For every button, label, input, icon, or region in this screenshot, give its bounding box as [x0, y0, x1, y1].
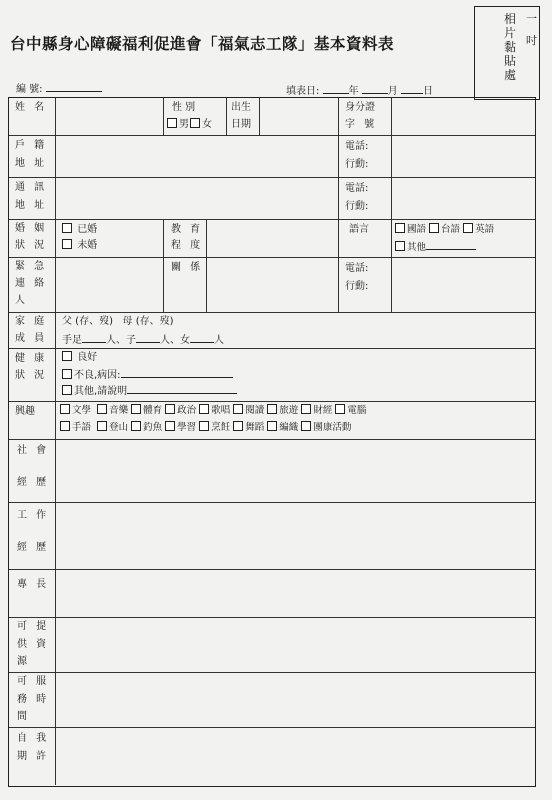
- expect-label-2: 期 許: [17, 751, 50, 762]
- hobby-label-sign-language: 手語: [72, 422, 92, 433]
- unmarried-option: [62, 239, 97, 253]
- service-label-2: 務 時: [17, 694, 50, 705]
- birth-label: 出生: [231, 102, 251, 113]
- hobby-label-literature: 文學: [72, 405, 92, 416]
- other-language-blank[interactable]: [426, 239, 476, 250]
- hobby-checkbox[interactable]: [233, 404, 243, 414]
- social-label-2: 經 歷: [17, 477, 50, 488]
- hobby-label-reading: 閱讀: [245, 405, 265, 416]
- day-label: 日: [422, 86, 433, 97]
- other-language-checkbox[interactable]: [395, 241, 405, 251]
- resources-label-cell: [9, 618, 56, 673]
- education-label: 教 育: [171, 224, 204, 235]
- son-label: 、子: [116, 335, 136, 346]
- social-label-cell: [9, 440, 56, 503]
- person-label: 人: [106, 335, 116, 346]
- hobby-checkbox[interactable]: [131, 404, 141, 414]
- son-blank[interactable]: [136, 332, 160, 343]
- daughter-blank[interactable]: [190, 332, 214, 343]
- health-bad-label: 不良,病因:: [74, 370, 121, 381]
- registered-label-cell: [9, 136, 56, 178]
- serial-number-line: [16, 80, 102, 95]
- daughter-label: 人、女: [160, 335, 190, 346]
- health-other-checkbox[interactable]: [62, 385, 72, 395]
- other-language-label: 其他: [407, 242, 427, 253]
- hobby-checkbox[interactable]: [165, 404, 175, 414]
- registered-phone-input[interactable]: [392, 136, 535, 178]
- hobby-checkbox[interactable]: [165, 421, 175, 431]
- emergency-label: 緊 急: [15, 261, 48, 272]
- married-label: 已婚: [77, 224, 98, 235]
- resources-label: 可 提: [17, 621, 50, 632]
- family-content-cell: [56, 313, 535, 349]
- family-label: 家 庭: [15, 316, 48, 327]
- health-content-cell: [56, 349, 535, 402]
- language-row-2: [395, 239, 476, 255]
- father-status[interactable]: 父 (存、歿): [62, 316, 113, 327]
- siblings-label: 手足: [62, 335, 82, 346]
- fill-date-label: 填表日:: [286, 86, 320, 97]
- health-other-blank[interactable]: [127, 383, 237, 394]
- hobby-label-dance: 舞蹈: [245, 422, 265, 433]
- hobby-label-travel: 旅遊: [279, 405, 299, 416]
- birth-label-2: 日期: [231, 119, 251, 130]
- birth-input[interactable]: [260, 98, 339, 136]
- mailing-address-input[interactable]: [56, 178, 339, 220]
- hobby-label-knitting: 編織: [279, 422, 299, 433]
- mother-status[interactable]: 母 (存、歿): [122, 316, 174, 327]
- marital-label: 婚 姻: [15, 223, 48, 234]
- education-input[interactable]: [207, 220, 339, 258]
- skill-label-cell: [9, 570, 56, 618]
- language-row-1: [395, 223, 494, 237]
- resources-label-3: 源: [17, 656, 27, 667]
- relation-input[interactable]: [207, 258, 339, 313]
- female-label: 女: [202, 119, 212, 130]
- married-option: [62, 223, 97, 237]
- service-label-cell: [9, 673, 56, 728]
- hobby-checkbox[interactable]: [199, 404, 209, 414]
- name-input[interactable]: [56, 98, 164, 136]
- health-label-cell: [9, 349, 56, 402]
- self-expectation-input[interactable]: [56, 728, 535, 785]
- month-blank[interactable]: [362, 83, 388, 94]
- mandarin-label: 國語: [407, 224, 427, 235]
- emergency-phone-input[interactable]: [392, 258, 535, 313]
- hobby-checkbox[interactable]: [97, 404, 107, 414]
- hobby-label-group-activities: 團康活動: [313, 422, 352, 433]
- health-bad-checkbox[interactable]: [62, 369, 72, 379]
- day-blank[interactable]: [401, 83, 423, 94]
- hobby-label-singing: 歌唱: [211, 405, 231, 416]
- hobby-label-hiking: 登山: [109, 422, 129, 433]
- hobby-label-politics: 政治: [177, 405, 197, 416]
- work-experience-input[interactable]: [56, 503, 535, 570]
- mailing-label-cell: [9, 178, 56, 220]
- resources-label-2: 供 資: [17, 639, 50, 650]
- mailing-phone-input[interactable]: [392, 178, 535, 220]
- hobby-options-cell: [56, 402, 535, 440]
- health-other-option: [62, 383, 237, 399]
- marital-options-cell: [56, 220, 164, 258]
- expect-label-cell: [9, 728, 56, 785]
- marital-label-cell: [9, 220, 56, 258]
- registered-phone-cell: [339, 136, 392, 178]
- unmarried-label: 未婚: [77, 240, 98, 251]
- mobile-label: 行動:: [345, 159, 369, 170]
- unmarried-checkbox[interactable]: [62, 239, 72, 249]
- education-label-2: 程 度: [171, 240, 204, 251]
- mandarin-checkbox[interactable]: [395, 223, 405, 233]
- social-label: 社 會: [17, 445, 50, 456]
- serial-blank[interactable]: [46, 81, 102, 92]
- mailing-label: 通 訊: [15, 182, 48, 193]
- social-experience-input[interactable]: [56, 440, 535, 503]
- phone-label: 電話:: [345, 141, 369, 152]
- birth-label-cell: [227, 98, 260, 136]
- hobby-checkbox[interactable]: [335, 404, 345, 414]
- emergency-phone-cell: [339, 258, 392, 313]
- gender-options: [167, 118, 212, 132]
- form-title: 台中縣身心障礙福利促進會「福氣志工隊」基本資料表: [10, 35, 395, 53]
- taiwanese-checkbox[interactable]: [429, 223, 439, 233]
- siblings-blank[interactable]: [82, 332, 106, 343]
- hobby-row-1: [60, 404, 366, 418]
- work-label: 工 作: [17, 510, 50, 521]
- fill-date-line: [286, 82, 433, 97]
- name-label-cell: [9, 98, 56, 136]
- health-label: 健 康: [15, 353, 48, 364]
- skill-input[interactable]: [56, 570, 535, 618]
- hobby-checkbox[interactable]: [267, 404, 277, 414]
- photo-size-label: 一 吋: [526, 12, 537, 47]
- health-good-label: 良好: [77, 352, 98, 363]
- relation-label: 關 係: [171, 262, 204, 273]
- year-blank[interactable]: [323, 83, 349, 94]
- hobby-label-cell: [9, 402, 56, 440]
- hobby-label: 興趣: [15, 406, 35, 417]
- family-label-2: 成 員: [15, 333, 48, 344]
- serial-label: 編 號:: [16, 84, 43, 95]
- education-label-cell: [164, 220, 207, 258]
- female-checkbox[interactable]: [190, 118, 200, 128]
- hobby-checkbox[interactable]: [60, 404, 70, 414]
- hobby-checkbox[interactable]: [199, 421, 209, 431]
- taiwanese-label: 台語: [441, 224, 461, 235]
- language-label-cell: [339, 220, 392, 258]
- skill-label: 專 長: [17, 579, 50, 590]
- hobby-checkbox[interactable]: [233, 421, 243, 431]
- emergency-label-cell: [9, 258, 56, 313]
- health-bad-blank[interactable]: [121, 367, 233, 378]
- id-label-cell: [339, 98, 392, 136]
- id-label-2: 字 號: [345, 119, 378, 130]
- male-checkbox[interactable]: [167, 118, 177, 128]
- phone-label-3: 電話:: [345, 263, 369, 274]
- hobby-row-2: [60, 421, 351, 435]
- hobby-label-cooking: 烹飪: [211, 422, 231, 433]
- gender-cell: [164, 98, 227, 136]
- english-label: 英語: [475, 224, 495, 235]
- name-label: 姓 名: [15, 102, 48, 113]
- phone-label-2: 電話:: [345, 183, 369, 194]
- person-label-2: 人: [214, 335, 224, 346]
- hobby-label-finance: 財經: [313, 405, 333, 416]
- work-label-cell: [9, 503, 56, 570]
- language-options-cell: [392, 220, 535, 258]
- health-good-checkbox[interactable]: [62, 351, 72, 361]
- mobile-label-3: 行動:: [345, 281, 369, 292]
- emergency-label-3: 人: [15, 295, 28, 306]
- resources-input[interactable]: [56, 618, 535, 673]
- photo-label: 相片黏貼處: [503, 12, 516, 82]
- emergency-label-2: 連 絡: [15, 278, 48, 289]
- registered-address-input[interactable]: [56, 136, 339, 178]
- id-input[interactable]: [392, 98, 535, 136]
- hobby-label-fishing: 釣魚: [143, 422, 163, 433]
- parents-line: [62, 315, 174, 329]
- mobile-label-2: 行動:: [345, 201, 369, 212]
- hobby-checkbox[interactable]: [301, 404, 311, 414]
- health-label-2: 狀 況: [15, 370, 48, 381]
- family-label-cell: [9, 313, 56, 349]
- marital-label-2: 狀 況: [15, 240, 48, 251]
- relation-label-cell: [164, 258, 207, 313]
- year-label: 年: [348, 86, 359, 97]
- health-bad-option: [62, 367, 233, 383]
- hobby-checkbox[interactable]: [97, 421, 107, 431]
- service-label-3: 間: [17, 711, 27, 722]
- male-label: 男: [179, 119, 189, 130]
- health-good-option: [62, 351, 97, 365]
- expect-label: 自 我: [17, 733, 50, 744]
- registered-label-2: 地 址: [15, 158, 48, 169]
- registered-label: 戶 籍: [15, 140, 48, 151]
- hobby-checkbox[interactable]: [267, 421, 277, 431]
- hobby-checkbox[interactable]: [301, 421, 311, 431]
- married-checkbox[interactable]: [62, 223, 72, 233]
- month-label: 月: [387, 86, 398, 97]
- siblings-line: [62, 332, 224, 348]
- mailing-phone-cell: [339, 178, 392, 220]
- service-label: 可 服: [17, 676, 50, 687]
- hobby-label-sports: 體育: [143, 405, 163, 416]
- hobby-label-music: 音樂: [109, 405, 129, 416]
- gender-label: 性 別: [172, 102, 196, 113]
- work-label-2: 經 歷: [17, 542, 50, 553]
- id-label: 身分證: [345, 102, 375, 113]
- mailing-label-2: 地 址: [15, 200, 48, 211]
- hobby-checkbox[interactable]: [131, 421, 141, 431]
- language-label: 語言: [349, 224, 369, 235]
- health-other-label: 其他,請說明: [74, 386, 128, 397]
- form-table: [8, 97, 536, 787]
- service-time-input[interactable]: [56, 673, 535, 728]
- hobby-label-learning: 學習: [177, 422, 197, 433]
- hobby-label-computer: 電腦: [347, 405, 367, 416]
- emergency-name-input[interactable]: [56, 258, 164, 313]
- english-checkbox[interactable]: [463, 223, 473, 233]
- hobby-checkbox[interactable]: [60, 421, 70, 431]
